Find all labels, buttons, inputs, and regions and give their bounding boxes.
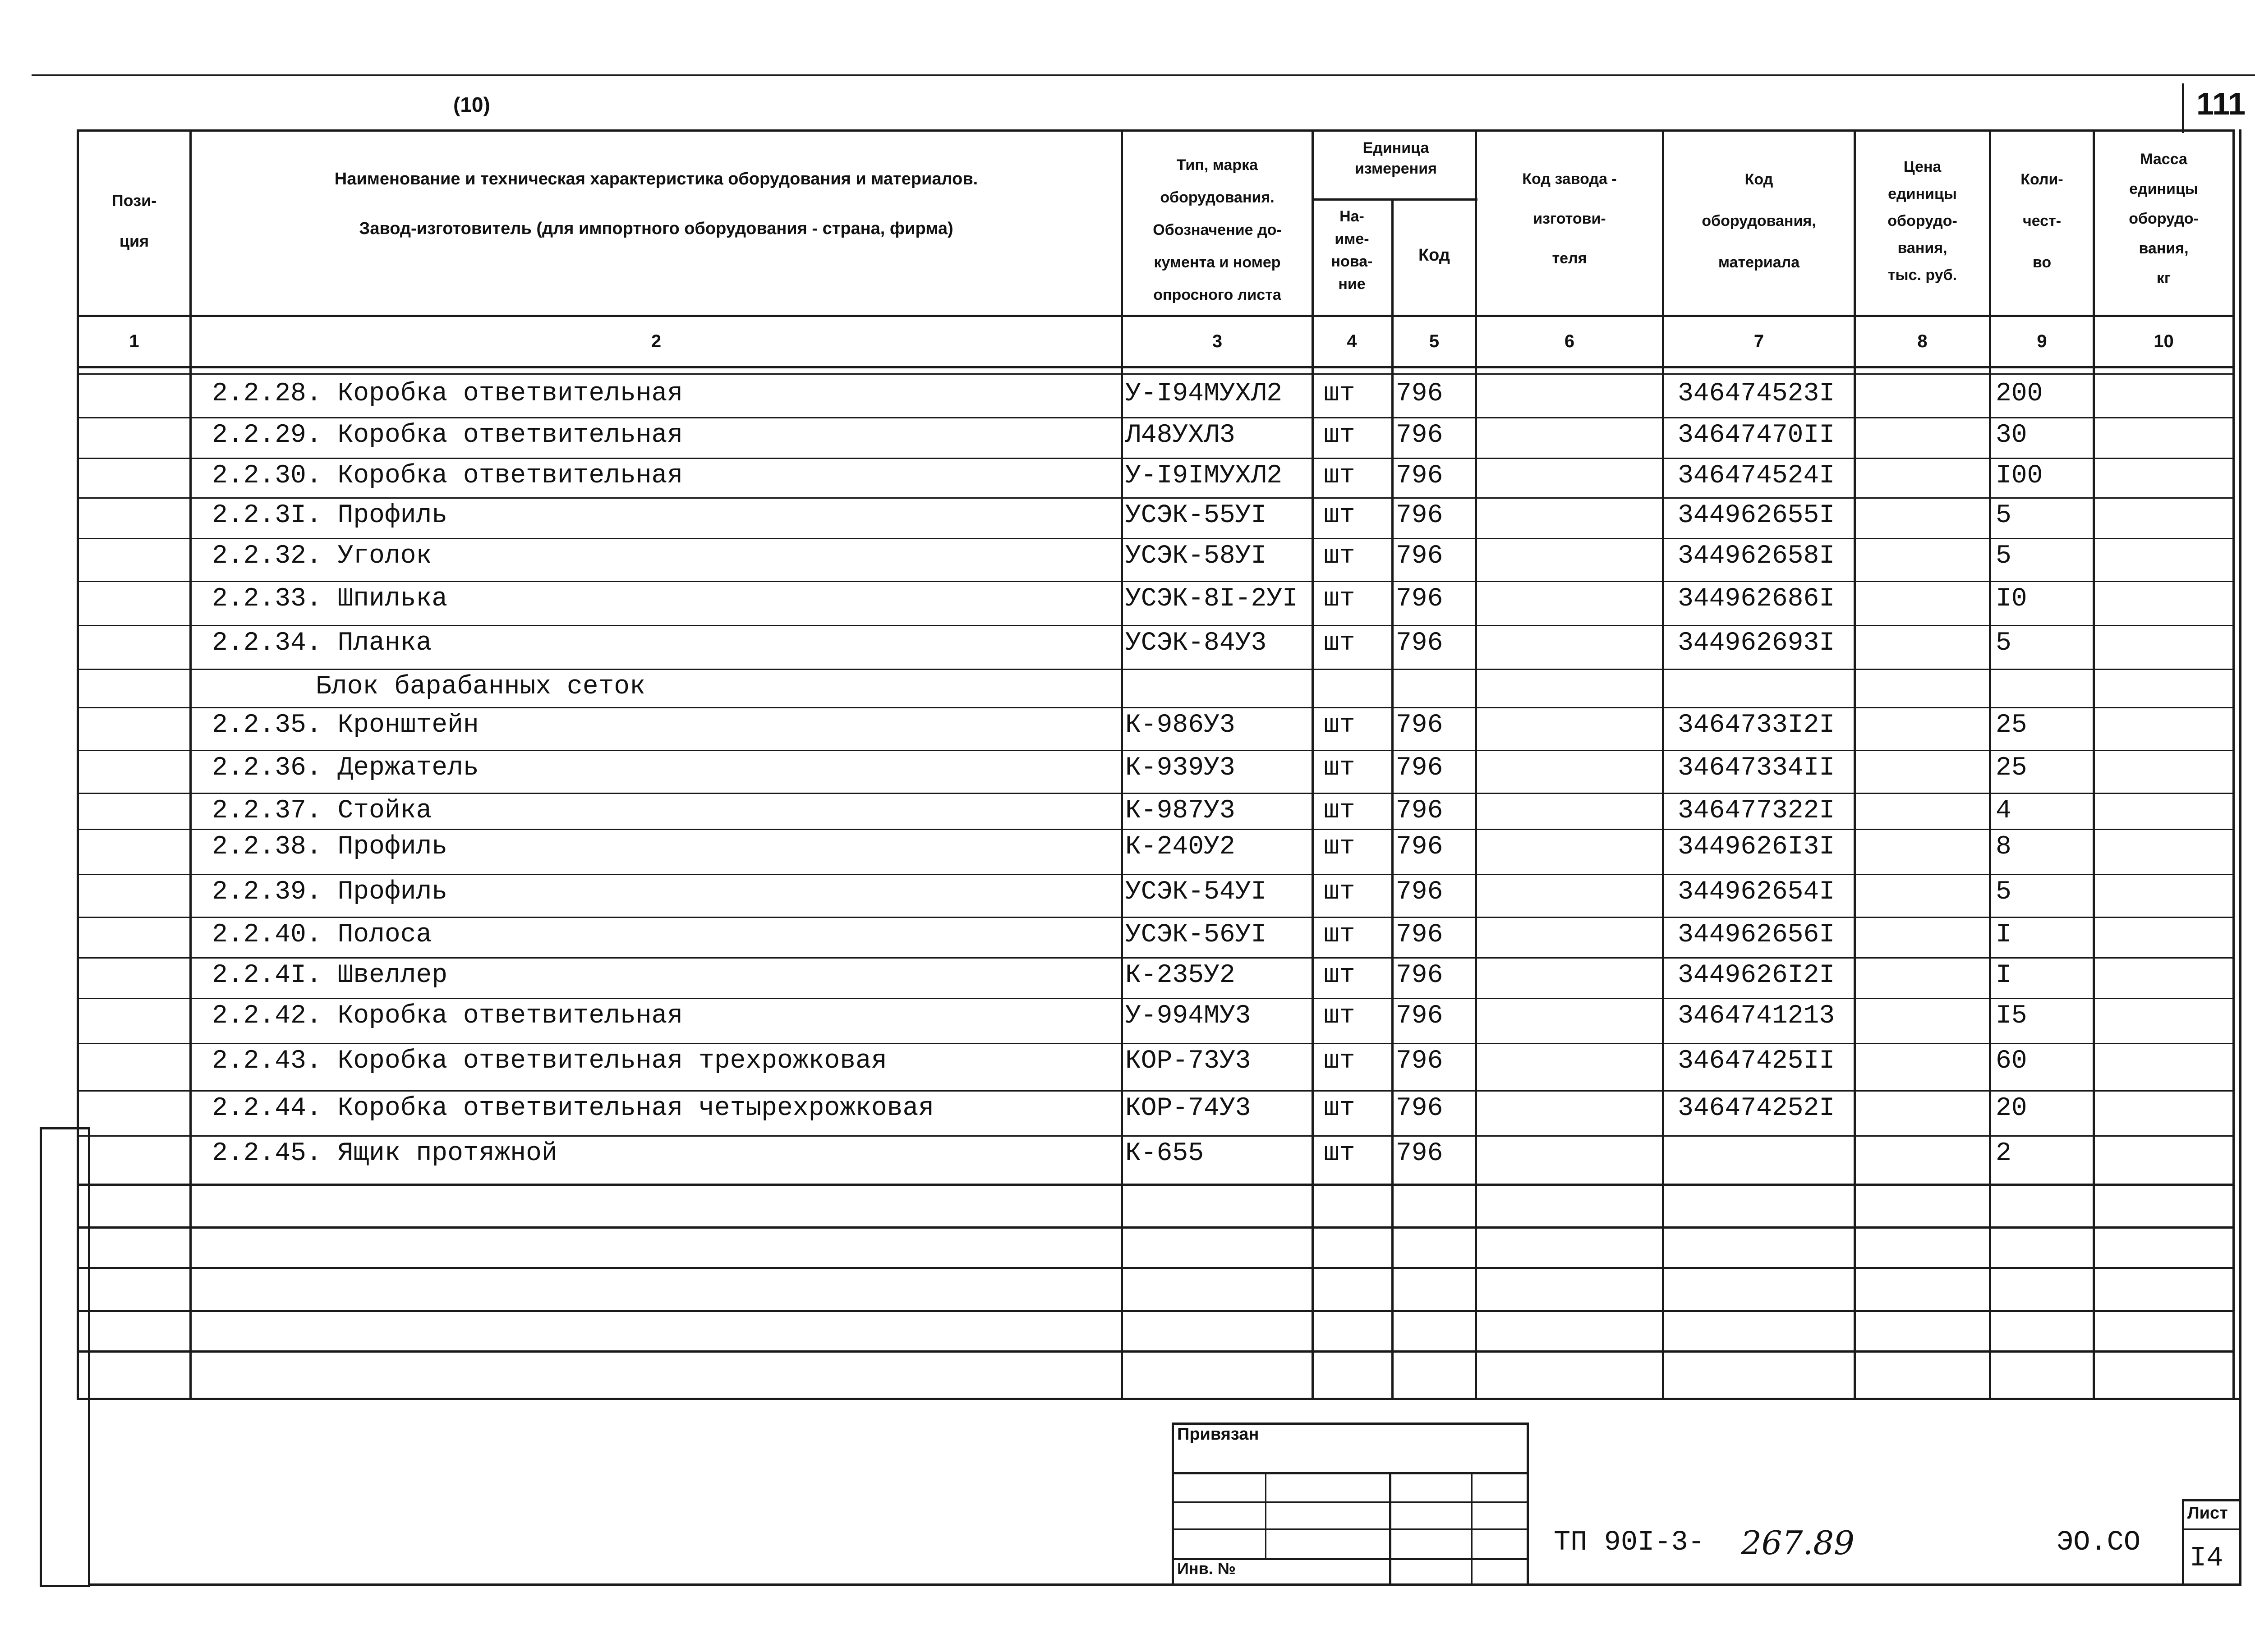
- row-unit-code: 796: [1396, 421, 1443, 450]
- row-unit: шт: [1324, 796, 1355, 826]
- row-equipment-code: 346474252I: [1678, 1094, 1835, 1123]
- row-unit-code: 796: [1396, 920, 1443, 950]
- row-quantity: 4: [1996, 796, 2011, 826]
- row-name: 2.2.35. Кронштейн: [212, 711, 479, 740]
- row-name: 2.2.36. Держатель: [212, 753, 479, 783]
- row-type: К-235У2: [1125, 961, 1235, 990]
- row-equipment-code: 34647425II: [1678, 1046, 1835, 1076]
- row-quantity: 25: [1996, 711, 2027, 740]
- row-quantity: 5: [1996, 501, 2011, 530]
- header-type: Тип, марка оборудования. Обозначение до- кумента и номер опросного листа: [1153, 156, 1282, 303]
- row-name: 2.2.33. Шпилька: [212, 584, 448, 614]
- row-unit-code: 796: [1396, 1046, 1443, 1076]
- row-unit: шт: [1324, 1001, 1355, 1031]
- row-name: 2.2.43. Коробка ответвительная трехрожковая: [212, 1046, 887, 1076]
- row-unit-code: 796: [1396, 461, 1443, 491]
- row-quantity: 20: [1996, 1094, 2027, 1123]
- row-unit-code: 796: [1396, 584, 1443, 614]
- row-unit-code: 796: [1396, 629, 1443, 658]
- row-equipment-code: 34647334II: [1678, 753, 1835, 783]
- row-unit: шт: [1324, 629, 1355, 658]
- row-quantity: I: [1996, 961, 2011, 990]
- header-unit-code: Код: [1418, 246, 1450, 265]
- row-quantity: 25: [1996, 753, 2027, 783]
- row-quantity: I: [1996, 920, 2011, 950]
- row-name: 2.2.4I. Швеллер: [212, 961, 448, 990]
- row-name: 2.2.37. Стойка: [212, 796, 432, 826]
- row-unit: шт: [1324, 541, 1355, 571]
- row-type: Л48УХЛ3: [1125, 421, 1235, 450]
- row-name: 2.2.42. Коробка ответвительная: [212, 1001, 683, 1031]
- header-mass: Масса единицы оборудо- вания, кг: [2129, 151, 2199, 287]
- row-quantity: 5: [1996, 541, 2011, 571]
- row-type: К-987У3: [1125, 796, 1235, 826]
- row-quantity: I0: [1996, 584, 2027, 614]
- col-number-2: 2: [651, 331, 662, 351]
- row-unit: шт: [1324, 753, 1355, 783]
- row-unit-code: 796: [1396, 832, 1443, 862]
- col-number-10: 10: [2154, 331, 2174, 351]
- row-quantity: 8: [1996, 832, 2011, 862]
- page-marker: (10): [453, 93, 490, 116]
- row-type: У-I9IМУХЛ2: [1125, 461, 1283, 491]
- col-number-4: 4: [1347, 331, 1357, 351]
- row-name: 2.2.40. Полоса: [212, 920, 432, 950]
- row-type: У-994МУ3: [1125, 1001, 1251, 1031]
- row-type: УСЭК-55УI: [1125, 501, 1267, 530]
- attached-label: Привязан: [1177, 1425, 1259, 1444]
- row-equipment-code: 346477322I: [1678, 796, 1835, 826]
- row-type: КОР-73У3: [1125, 1046, 1251, 1076]
- row-unit: шт: [1324, 501, 1355, 530]
- header-equipment-code: Код оборудования, материала: [1702, 171, 1816, 271]
- row-unit: шт: [1324, 584, 1355, 614]
- row-type: К-986У3: [1125, 711, 1235, 740]
- row-unit-code: 796: [1396, 753, 1443, 783]
- row-unit-code: 796: [1396, 541, 1443, 571]
- col-number-7: 7: [1753, 331, 1764, 351]
- row-name: 2.2.29. Коробка ответвительная: [212, 421, 683, 450]
- row-quantity: 5: [1996, 629, 2011, 658]
- row-name: 2.2.28. Коробка ответвительная: [212, 379, 683, 408]
- row-type: УСЭК-84У3: [1125, 629, 1267, 658]
- row-unit-code: 796: [1396, 1139, 1443, 1168]
- header-name: Наименование и техническая характеристика оборудования и материалов. Завод-изготовитель (для импортного оборудования - страна, фирма): [334, 170, 978, 238]
- row-unit: шт: [1324, 421, 1355, 450]
- row-equipment-code: 344962656I: [1678, 920, 1835, 950]
- row-quantity: 2: [1996, 1139, 2011, 1168]
- row-name: 2.2.44. Коробка ответвительная четырехрожковая: [212, 1094, 934, 1123]
- row-type: К-240У2: [1125, 832, 1235, 862]
- row-equipment-code: 3449626I3I: [1678, 832, 1835, 862]
- row-quantity: I5: [1996, 1001, 2027, 1031]
- col-number-1: 1: [129, 331, 139, 351]
- col-number-8: 8: [1917, 331, 1928, 351]
- row-type: УСЭК-8I-2УI: [1125, 584, 1298, 614]
- col-number-5: 5: [1429, 331, 1440, 351]
- row-name: 2.2.3I. Профиль: [212, 501, 448, 530]
- header-unit-group: Единица измерения: [1355, 139, 1437, 177]
- sheet-number: I4: [2190, 1542, 2223, 1574]
- sheet-label: Лист: [2187, 1504, 2228, 1523]
- row-quantity: 200: [1996, 379, 2043, 408]
- row-unit-code: 796: [1396, 1001, 1443, 1031]
- row-unit: шт: [1324, 920, 1355, 950]
- row-unit: шт: [1324, 877, 1355, 907]
- row-name: 2.2.38. Профиль: [212, 832, 448, 862]
- row-type: УСЭК-58УI: [1125, 541, 1267, 571]
- row-type: УСЭК-54УI: [1125, 877, 1267, 907]
- row-type: УСЭК-56УI: [1125, 920, 1267, 950]
- row-unit-code: 796: [1396, 961, 1443, 990]
- header-factory-code: Код завода - изготови- теля: [1522, 170, 1617, 267]
- row-type: У-I94МУХЛ2: [1125, 379, 1283, 408]
- row-unit-code: 796: [1396, 501, 1443, 530]
- row-quantity: I00: [1996, 461, 2043, 491]
- row-unit: шт: [1324, 379, 1355, 408]
- row-name: 2.2.34. Планка: [212, 629, 432, 658]
- row-unit: шт: [1324, 832, 1355, 862]
- row-equipment-code: 3464741213: [1678, 1001, 1835, 1031]
- row-unit-code: 796: [1396, 1094, 1443, 1123]
- col-number-9: 9: [2037, 331, 2047, 351]
- row-unit-code: 796: [1396, 711, 1443, 740]
- row-equipment-code: 344962655I: [1678, 501, 1835, 530]
- row-equipment-code: 344962654I: [1678, 877, 1835, 907]
- row-equipment-code: 344962693I: [1678, 629, 1835, 658]
- row-equipment-code: 344962658I: [1678, 541, 1835, 571]
- row-name: 2.2.32. Уголок: [212, 541, 432, 571]
- section-code: ЭО.СО: [2057, 1526, 2141, 1558]
- row-equipment-code: 3449626I2I: [1678, 961, 1835, 990]
- row-quantity: 30: [1996, 421, 2027, 450]
- row-type: КОР-74У3: [1125, 1094, 1251, 1123]
- row-type: К-939У3: [1125, 753, 1235, 783]
- row-unit: шт: [1324, 461, 1355, 491]
- doc-code-handwritten: 267.89: [1741, 1524, 1855, 1562]
- doc-code-prefix: ТП 90I-3-: [1554, 1526, 1705, 1558]
- row-unit: шт: [1324, 711, 1355, 740]
- row-quantity: 5: [1996, 877, 2011, 907]
- col-number-3: 3: [1212, 331, 1223, 351]
- row-unit-code: 796: [1396, 877, 1443, 907]
- row-name: 2.2.39. Профиль: [212, 877, 448, 907]
- row-equipment-code: 3464733I2I: [1678, 711, 1835, 740]
- row-equipment-code: 34647470II: [1678, 421, 1835, 450]
- col-number-6: 6: [1564, 331, 1575, 351]
- row-type: К-655: [1125, 1139, 1204, 1168]
- row-unit: шт: [1324, 1046, 1355, 1076]
- header-quantity: Коли- чест- во: [2020, 171, 2063, 271]
- inv-label: Инв. №: [1177, 1559, 1236, 1578]
- row-equipment-code: 344962686I: [1678, 584, 1835, 614]
- row-unit: шт: [1324, 1094, 1355, 1123]
- row-name: 2.2.30. Коробка ответвительная: [212, 461, 683, 491]
- sheet-number-top: 111: [2196, 86, 2246, 121]
- row-equipment-code: 346474524I: [1678, 461, 1835, 491]
- row-equipment-code: 346474523I: [1678, 379, 1835, 408]
- row-unit: шт: [1324, 961, 1355, 990]
- row-unit: шт: [1324, 1139, 1355, 1168]
- row-name: 2.2.45. Ящик протяжной: [212, 1139, 557, 1168]
- row-unit-code: 796: [1396, 379, 1443, 408]
- row-name: Блок барабанных сеток: [316, 672, 645, 702]
- row-unit-code: 796: [1396, 796, 1443, 826]
- header-unit-name: На- име- нова- ние: [1331, 208, 1373, 293]
- row-quantity: 60: [1996, 1046, 2027, 1076]
- header-price: Цена единицы оборудо- вания, тыс. руб.: [1887, 158, 1957, 284]
- header-position: Пози- ция: [111, 191, 157, 250]
